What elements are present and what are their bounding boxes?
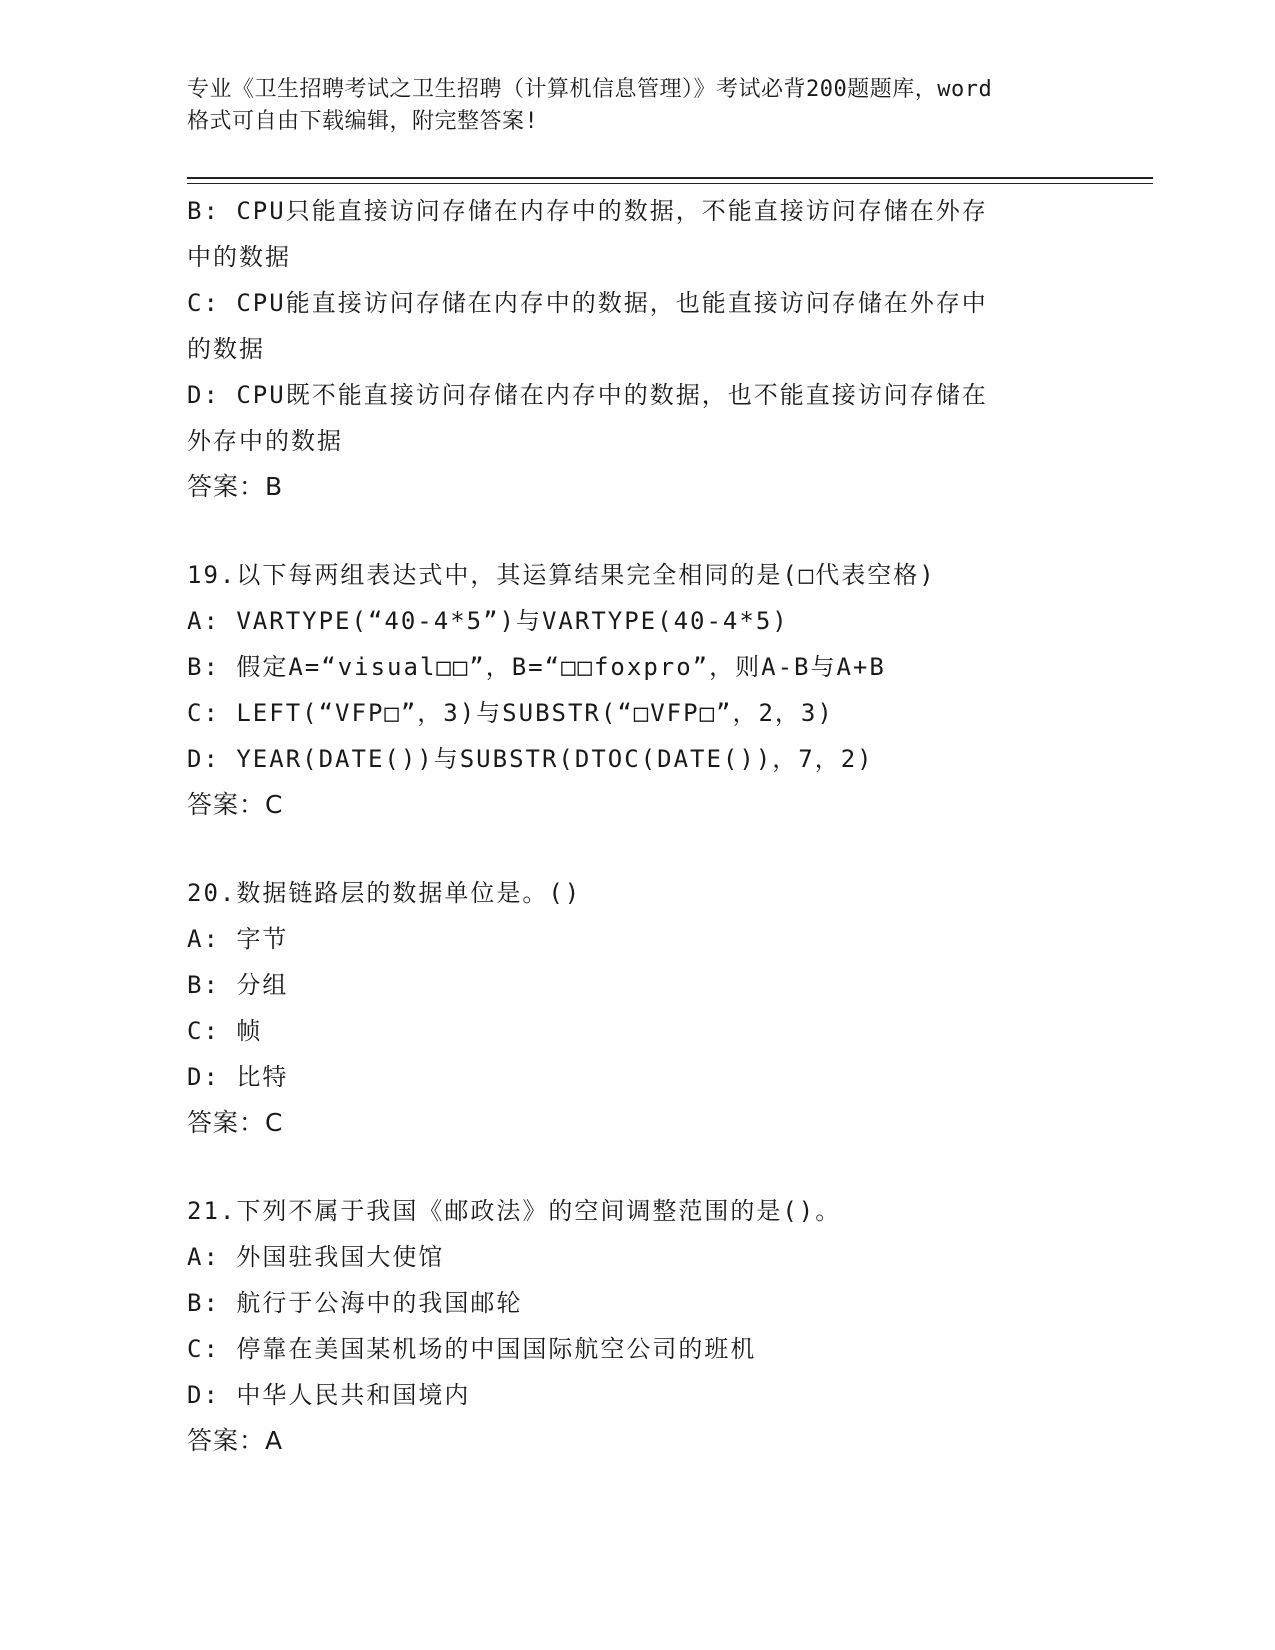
option-c: C: 帧: [187, 1017, 263, 1045]
header-line-1: 专业《卫生招聘考试之卫生招聘（计算机信息管理）》考试必背200题题库，word: [187, 77, 993, 102]
option-b: B: 航行于公海中的我国邮轮: [187, 1289, 523, 1317]
document-body: [187, 188, 1087, 1464]
option-d-line-1: D: CPU既不能直接访问存储在内存中的数据，也不能直接访问存储在: [187, 381, 988, 409]
question-stem: 19.以下每两组表达式中，其运算结果完全相同的是(□代表空格): [187, 561, 936, 589]
header-divider-thin: [187, 183, 1153, 184]
option-a: A: 外国驻我国大使馆: [187, 1243, 445, 1271]
option-b-line-2: 中的数据: [187, 243, 291, 271]
option-c-line-2: 的数据: [187, 335, 265, 363]
option-c-line-1: C: CPU能直接访问存储在内存中的数据，也能直接访问存储在外存中: [187, 289, 988, 317]
document-header: [187, 74, 1087, 138]
question-stem: 20.数据链路层的数据单位是。(): [187, 879, 582, 907]
answer-text: 答案：C: [187, 1108, 284, 1137]
option-b: B: 分组: [187, 971, 289, 999]
question-stem: 21.下列不属于我国《邮政法》的空间调整范围的是()。: [187, 1197, 842, 1225]
option-c: C: LEFT(“VFP□”，3)与SUBSTR(“□VFP□”，2，3): [187, 699, 834, 727]
answer-text: 答案：C: [187, 790, 284, 819]
question-20: [187, 870, 1087, 1146]
option-a: A: VARTYPE(“40-4*5”)与VARTYPE(40-4*5): [187, 607, 789, 635]
spacer: [187, 828, 1087, 870]
option-d: D: 中华人民共和国境内: [187, 1381, 471, 1409]
question-21: [187, 1188, 1087, 1464]
option-b-line-1: B: CPU只能直接访问存储在内存中的数据，不能直接访问存储在外存: [187, 197, 988, 225]
question-18-continuation: [187, 188, 1087, 510]
header-line-2: 格式可自由下载编辑，附完整答案!: [187, 109, 539, 134]
spacer: [187, 1146, 1087, 1188]
option-d: D: YEAR(DATE())与SUBSTR(DTOC(DATE())，7，2): [187, 745, 874, 773]
header-divider-thick: [187, 177, 1153, 179]
spacer: [187, 510, 1087, 552]
option-d-line-2: 外存中的数据: [187, 427, 343, 455]
question-19: [187, 552, 1087, 828]
option-a: A: 字节: [187, 925, 289, 953]
option-b: B: 假定A=“visual□□”，B=“□□foxpro”，则A-B与A+B: [187, 653, 886, 681]
answer-text: 答案：B: [187, 472, 284, 501]
option-d: D: 比特: [187, 1063, 289, 1091]
option-c: C: 停靠在美国某机场的中国国际航空公司的班机: [187, 1335, 757, 1363]
answer-text: 答案：A: [187, 1426, 284, 1455]
